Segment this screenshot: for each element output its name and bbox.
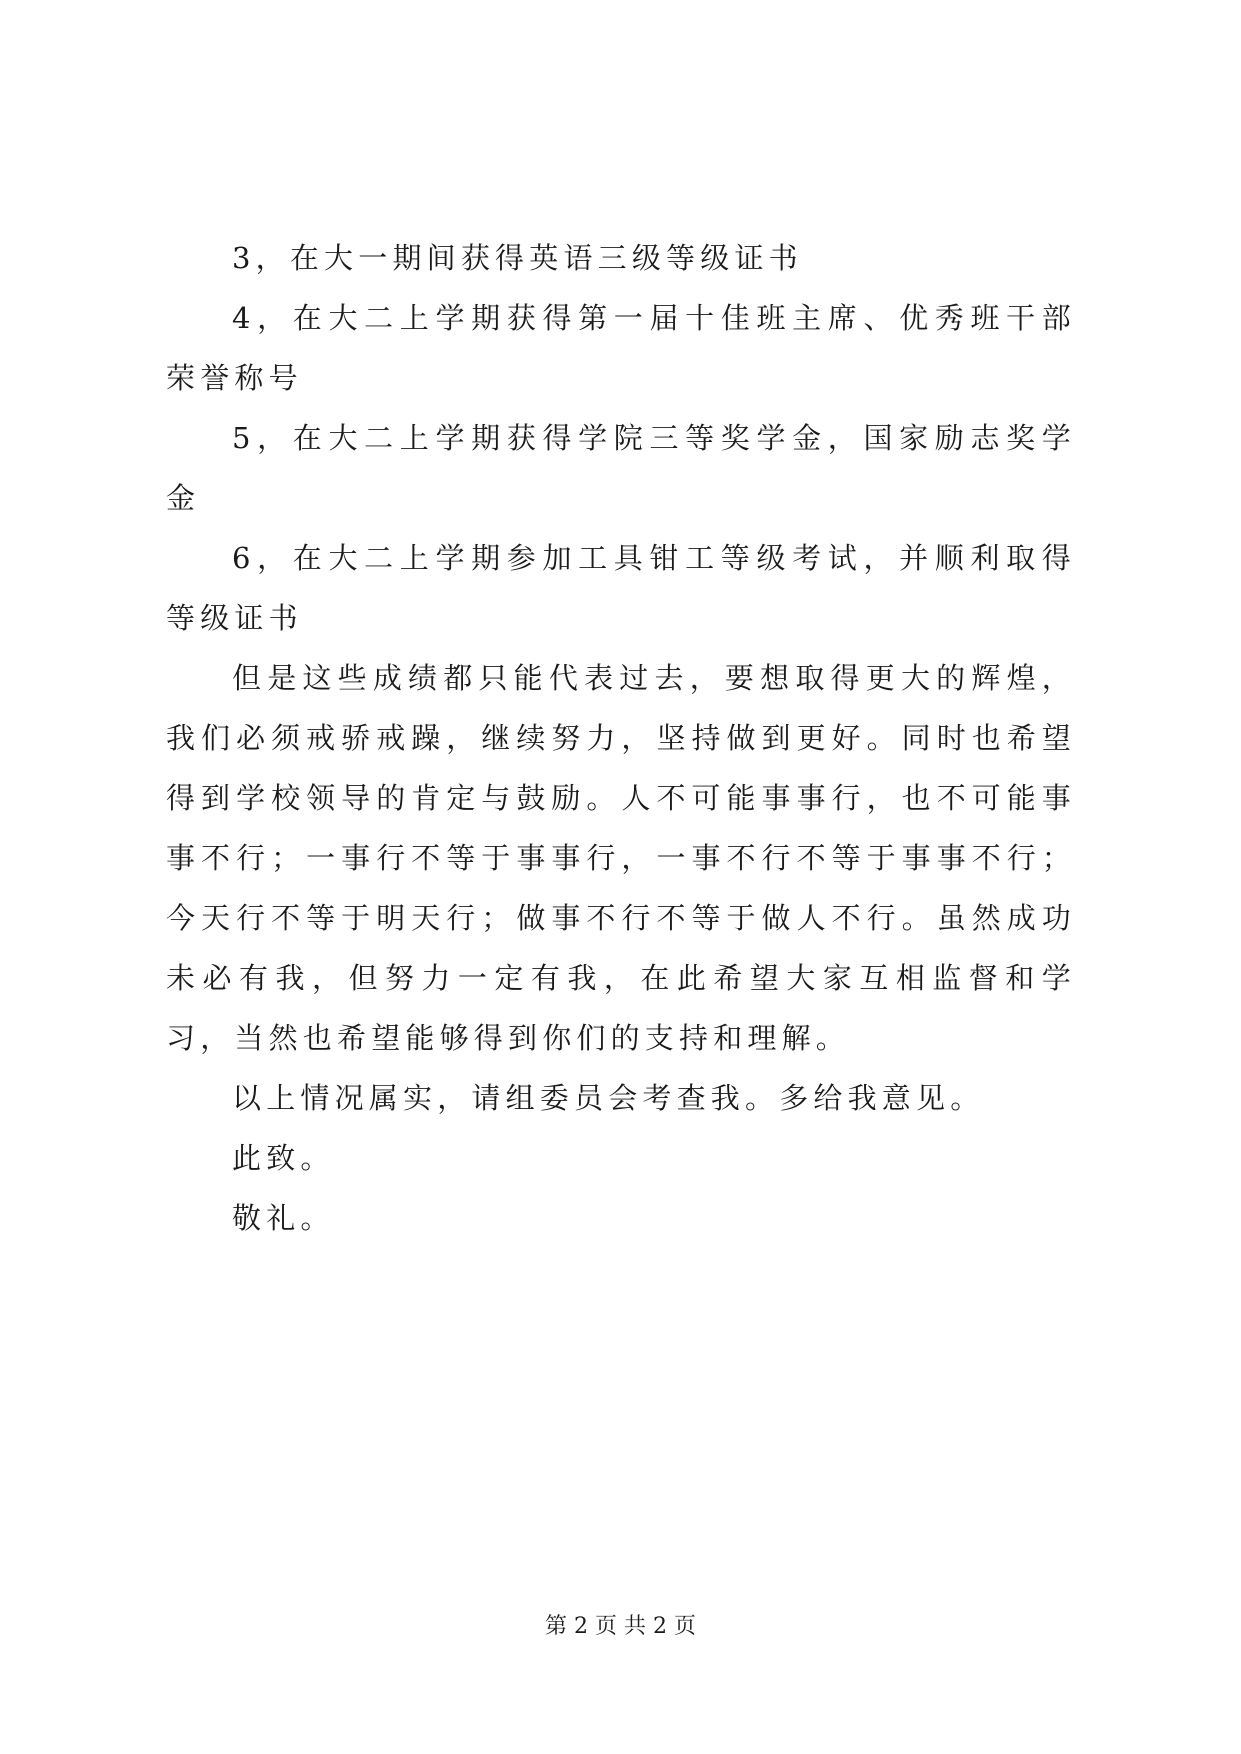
paragraph-conclusion: 但是这些成绩都只能代表过去，要想取得更大的辉煌，我们必须戒骄戒躁，继续努力，坚持做到更好。同时也希望得到学校领导的肯定与鼓励。人不可能事事行，也不可能事事不行；一事行不等于事事行，一事不行不等于事事不行；今天行不等于明天行；做事不行不等于做人不行。虽然成功未必有我，但努力一定有我，在此希望大家互相监督和学习，当然也希望能够得到你们的支持和理解。 <box>166 661 1076 1055</box>
document-body <box>166 228 1076 1248</box>
paragraph-item-3: 3，在大一期间获得英语三级等级证书 <box>232 241 803 275</box>
paragraph-statement: 以上情况属实，请组委员会考查我。多给我意见。 <box>232 1081 985 1115</box>
page-number-footer: 第 2 页 共 2 页 <box>545 1614 696 1639</box>
closing-salutation: 此致。 <box>232 1141 335 1175</box>
paragraph-item-6: 6，在大二上学期参加工具钳工等级考试，并顺利取得等级证书 <box>166 541 1076 635</box>
paragraph-item-5: 5，在大二上学期获得学院三等奖学金，国家励志奖学金 <box>166 421 1076 515</box>
closing-regards: 敬礼。 <box>232 1201 335 1235</box>
paragraph-item-4: 4，在大二上学期获得第一届十佳班主席、优秀班干部荣誉称号 <box>166 301 1076 395</box>
